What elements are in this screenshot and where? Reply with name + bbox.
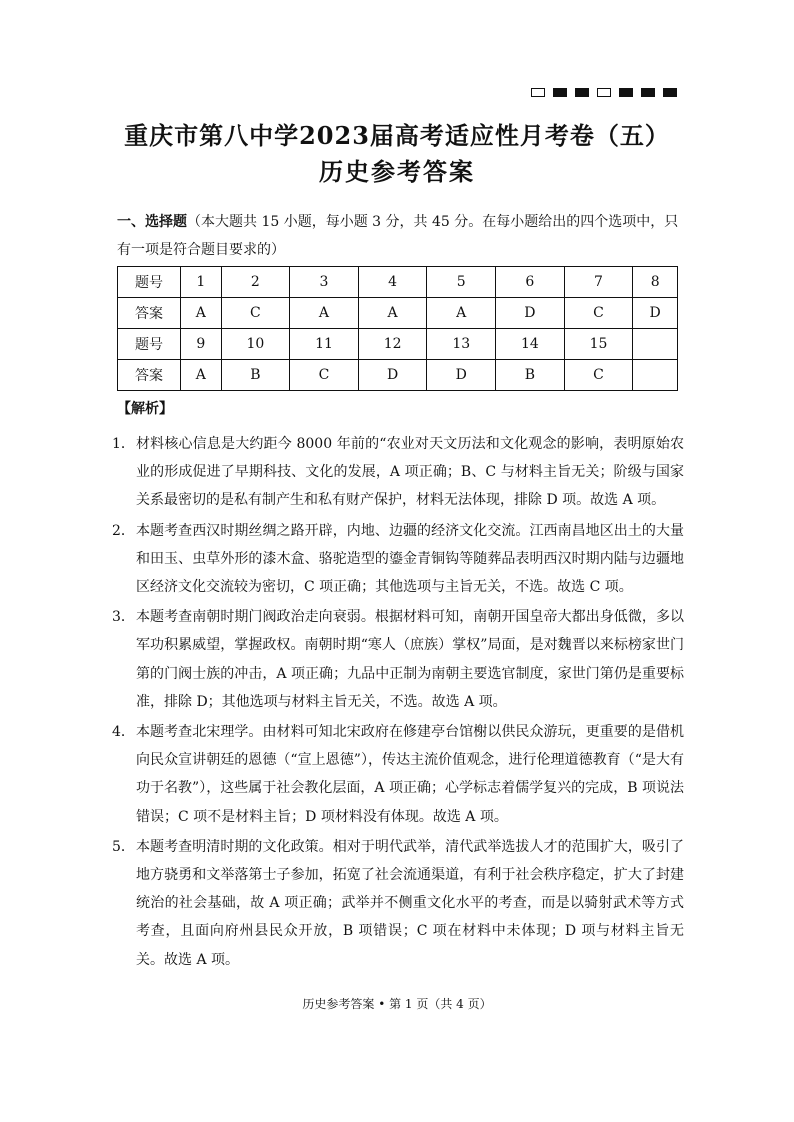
- analysis-label: 【解析】: [117, 401, 173, 417]
- table-row: [118, 298, 678, 329]
- page-footer: 历史参考答案 • 第 1 页（共 4 页）: [302, 997, 492, 1011]
- table-cell: C: [564, 298, 633, 329]
- table-cell: 1: [181, 267, 222, 298]
- table-cell: 6: [496, 267, 565, 298]
- table-cell: 13: [427, 329, 496, 360]
- list-item: [112, 430, 684, 515]
- item-text: 本题考查南朝时期门阀政治走向衰弱。根据材料可知，南朝开国皇帝大都出身低微，多以军功积累威望，掌握政权。南朝时期“寒人（庶族）掌权”局面，是对魏晋以来标榜家世门第的门阀士族的冲击，A 项正确；九品中正制为南朝主要选官制度，家世门第仍是重要标准，排除 D；其他选项与材料主旨无关，不选。故选 A 项。: [136, 609, 684, 710]
- list-item: [112, 603, 684, 716]
- table-cell: [633, 360, 678, 391]
- item-number: 5．: [112, 838, 135, 855]
- filled-square-mark: [663, 88, 677, 97]
- hollow-square-mark: [531, 88, 545, 97]
- filled-square-mark: [553, 88, 567, 97]
- table-cell: 7: [564, 267, 633, 298]
- table-cell: [633, 329, 678, 360]
- section-description: （本大题共 15 小题，每小题 3 分，共 45 分。在每小题给出的四个选项中，只有一项是符合题目要求的）: [117, 214, 679, 258]
- item-number: 1．: [112, 436, 135, 452]
- table-cell: C: [564, 360, 633, 391]
- item-number: 2．: [112, 522, 135, 539]
- item-text: 本题考查西汉时期丝绸之路开辟，内地、边疆的经济文化交流。江西南昌地区出土的大量和田玉、虫草外形的漆木盒、骆驼造型的鎏金青铜钩等随葬品表明西汉时期内陆与边疆地区经济文化交流较为密切，C 项正确；其他选项与主旨无关，不选。故选 C 项。: [136, 522, 684, 596]
- row-label: 题号: [118, 267, 181, 298]
- table-row: [118, 329, 678, 360]
- section-heading: 一、选择题: [117, 214, 187, 230]
- table-cell: A: [181, 360, 222, 391]
- section-intro: [117, 208, 682, 264]
- list-item: [112, 833, 684, 974]
- page-title: 重庆市第八中学2023届高考适应性月考卷（五）: [124, 121, 670, 150]
- table-cell: D: [633, 298, 678, 329]
- table-row: [118, 360, 678, 391]
- table-cell: C: [221, 298, 290, 329]
- table-cell: 10: [221, 329, 290, 360]
- table-row: [118, 267, 678, 298]
- header-marks: [531, 88, 677, 97]
- analysis-list: [112, 430, 684, 976]
- list-item: [112, 718, 684, 831]
- item-text: 本题考查明清时期的文化政策。相对于明代武举，清代武举选拔人才的范围扩大，吸引了地方骁勇和文举落第士子参加，拓宽了社会流通渠道，有利于社会秩序稳定，扩大了封建统治的社会基础，故 A 项正确；武举并不侧重文化水平的考查，而是以骑射武术等方式考查，且面向府州县民众开放，B 项错误；C 项在材料中未体现；D 项与材料主旨无关。故选 A 项。: [136, 838, 684, 968]
- table-cell: D: [358, 360, 427, 391]
- table-cell: A: [290, 298, 359, 329]
- item-text: 本题考查北宋理学。由材料可知北宋政府在修建亭台馆榭以供民众游玩，更重要的是借机向民众宣讲朝廷的恩德（“宣上恩德”），传达主流价值观念，进行伦理道德教育（“是大有功于名教”），这些属于社会教化层面，A 项正确；心学标志着儒学复兴的完成，B 项说法错误；C 项不是材料主旨；D 项材料没有体现。故选 A 项。: [136, 724, 684, 825]
- table-cell: D: [496, 298, 565, 329]
- table-cell: 2: [221, 267, 290, 298]
- table-cell: C: [290, 360, 359, 391]
- table-cell: A: [181, 298, 222, 329]
- table-cell: 4: [358, 267, 427, 298]
- table-cell: 12: [358, 329, 427, 360]
- item-text: 材料核心信息是大约距今 8000 年前的“农业对天文历法和文化观念的影响，表明原始农业的形成促进了早期科技、文化的发展，A 项正确；B、C 与材料主旨无关；阶级与国家关系最密切的是私有制产生和私有财产保护，材料无法体现，排除 D 项。故选 A 项。: [136, 436, 684, 509]
- table-cell: A: [358, 298, 427, 329]
- table-cell: 11: [290, 329, 359, 360]
- filled-square-mark: [575, 88, 589, 97]
- table-cell: 15: [564, 329, 633, 360]
- table-cell: A: [427, 298, 496, 329]
- item-number: 4．: [112, 724, 135, 741]
- filled-square-mark: [619, 88, 633, 97]
- item-number: 3．: [112, 609, 135, 626]
- page-subtitle: 历史参考答案: [319, 157, 475, 186]
- table-cell: 8: [633, 267, 678, 298]
- filled-square-mark: [641, 88, 655, 97]
- list-item: [112, 517, 684, 602]
- row-label: 答案: [118, 360, 181, 391]
- table-cell: 3: [290, 267, 359, 298]
- answer-table: [117, 266, 678, 391]
- table-cell: B: [221, 360, 290, 391]
- table-cell: 9: [181, 329, 222, 360]
- table-cell: 5: [427, 267, 496, 298]
- table-cell: D: [427, 360, 496, 391]
- row-label: 答案: [118, 298, 181, 329]
- hollow-square-mark: [597, 88, 611, 97]
- table-cell: B: [496, 360, 565, 391]
- table-cell: 14: [496, 329, 565, 360]
- row-label: 题号: [118, 329, 181, 360]
